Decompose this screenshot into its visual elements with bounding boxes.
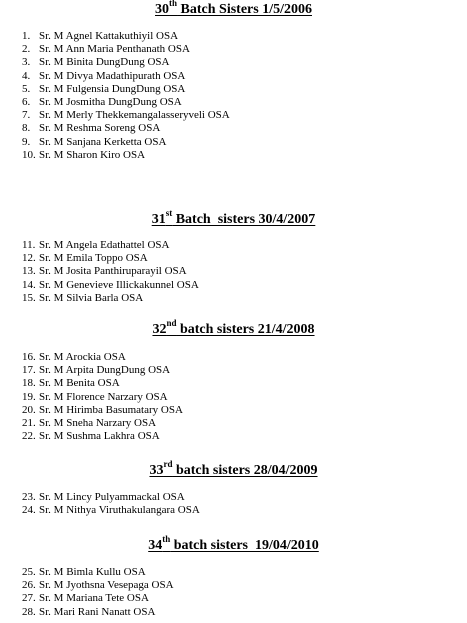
member-name: Sr. M Benita OSA [39, 377, 120, 390]
list-item [22, 292, 199, 305]
list-item [22, 30, 230, 43]
item-number: 20. [22, 403, 36, 416]
section-heading-text [151, 208, 316, 227]
list-item [22, 70, 230, 83]
list-item [22, 43, 230, 56]
item-number: 24. [22, 504, 36, 517]
section-heading-text [149, 459, 318, 478]
batch-ordinal: 34 [148, 538, 163, 553]
batch-title: Batch sisters 30/4/2007 [172, 212, 316, 227]
batch-title: batch sisters 19/04/2010 [170, 538, 319, 553]
batch-title: Batch Sisters 1/5/2006 [177, 2, 312, 17]
member-name: Sr. M Bimla Kullu OSA [39, 566, 146, 578]
section-heading [0, 208, 467, 228]
member-name: Sr. M Merly Thekkemangalasseryveli OSA [39, 109, 230, 122]
list-item [22, 149, 230, 162]
list-item [22, 56, 230, 69]
item-number: 13. [22, 265, 36, 278]
item-number: 14. [22, 278, 36, 291]
member-name: Sr. M Sanjana Kerketta OSA [39, 135, 167, 148]
member-name: Sr. M Josita Panthiruparayil OSA [39, 265, 187, 278]
section-heading-text [148, 534, 319, 553]
member-name: Sr. M Jyothsna Vesepaga OSA [39, 579, 174, 592]
list-item [22, 491, 200, 504]
list-item [22, 109, 230, 122]
section-heading [0, 2, 467, 18]
list-item [22, 122, 230, 135]
list-item [22, 96, 230, 109]
section-heading-text [155, 2, 312, 17]
list-item [22, 404, 183, 417]
member-name: Sr. M Arpita DungDung OSA [39, 364, 171, 377]
member-list [22, 239, 199, 305]
member-name: Sr. Mari Rani Nanatt OSA [39, 605, 156, 618]
ordinal-suffix: th [169, 0, 178, 9]
list-item [22, 417, 183, 430]
member-name: Sr. M Lincy Pulyammackal OSA [39, 491, 185, 503]
item-number: 17. [22, 364, 36, 377]
list-item [22, 391, 183, 404]
list-item [22, 136, 230, 149]
section-heading-text [152, 318, 315, 337]
ordinal-suffix: th [162, 534, 171, 545]
item-number: 15. [22, 291, 36, 304]
item-number: 4. [22, 69, 31, 82]
list-item [22, 592, 174, 605]
member-list [22, 566, 174, 619]
member-name: Sr. M Sneha Narzary OSA [39, 416, 157, 429]
section-heading [0, 459, 467, 479]
list-item [22, 504, 200, 517]
item-number: 26. [22, 579, 36, 592]
item-number: 7. [22, 109, 31, 122]
ordinal-suffix: st [165, 208, 173, 219]
member-list [22, 491, 200, 517]
list-item [22, 377, 183, 390]
batch-ordinal: 30 [155, 2, 170, 17]
section-heading [0, 318, 467, 338]
batch-ordinal: 32 [152, 322, 167, 337]
member-name: Sr. M Ann Maria Penthanath OSA [39, 43, 190, 56]
member-name: Sr. M Sharon Kiro OSA [39, 148, 146, 161]
section-heading [0, 534, 467, 554]
item-number: 12. [22, 252, 36, 265]
member-name: Sr. M Fulgensia DungDung OSA [39, 82, 186, 95]
item-number: 16. [22, 351, 36, 363]
item-number: 2. [22, 43, 31, 56]
item-number: 21. [22, 416, 36, 429]
item-number: 28. [22, 605, 36, 618]
ordinal-suffix: rd [163, 459, 173, 470]
member-name: Sr. M Sushma Lakhra OSA [39, 430, 160, 443]
member-name: Sr. M Angela Edathattel OSA [39, 239, 170, 251]
item-number: 1. [22, 30, 31, 42]
item-number: 22. [22, 430, 36, 443]
item-number: 25. [22, 566, 36, 578]
item-number: 5. [22, 82, 31, 95]
list-item [22, 579, 174, 592]
member-name: Sr. M Hirimba Basumatary OSA [39, 403, 183, 416]
ordinal-suffix: nd [166, 318, 177, 329]
member-name: Sr. M Silvia Barla OSA [39, 291, 144, 304]
member-name: Sr. M Josmitha DungDung OSA [39, 95, 182, 108]
list-item [22, 252, 199, 265]
member-name: Sr. M Reshma Soreng OSA [39, 122, 161, 135]
member-name: Sr. M Emila Toppo OSA [39, 252, 148, 265]
list-item [22, 265, 199, 278]
item-number: 9. [22, 135, 31, 148]
list-item [22, 364, 183, 377]
item-number: 23. [22, 491, 36, 503]
item-number: 8. [22, 122, 31, 135]
member-name: Sr. M Genevieve Illickakunnel OSA [39, 278, 199, 291]
list-item [22, 606, 174, 619]
member-name: Sr. M Arockia OSA [39, 351, 126, 363]
item-number: 18. [22, 377, 36, 390]
member-list [22, 351, 183, 443]
list-item [22, 430, 183, 443]
member-name: Sr. M Mariana Tete OSA [39, 592, 149, 605]
list-item [22, 279, 199, 292]
list-item [22, 351, 183, 364]
member-name: Sr. M Binita DungDung OSA [39, 56, 170, 69]
item-number: 10. [22, 148, 36, 161]
batch-ordinal: 31 [151, 212, 166, 227]
item-number: 6. [22, 95, 31, 108]
list-item [22, 566, 174, 579]
list-item [22, 239, 199, 252]
item-number: 11. [22, 239, 36, 251]
member-list [22, 30, 230, 162]
list-item [22, 83, 230, 96]
item-number: 3. [22, 56, 31, 69]
item-number: 19. [22, 390, 36, 403]
member-name: Sr. M Florence Narzary OSA [39, 390, 168, 403]
member-name: Sr. M Nithya Viruthakulangara OSA [39, 504, 200, 517]
item-number: 27. [22, 592, 36, 605]
batch-title: batch sisters 28/04/2009 [172, 463, 318, 478]
member-name: Sr. M Divya Madathipurath OSA [39, 69, 186, 82]
batch-title: batch sisters 21/4/2008 [176, 322, 315, 337]
member-name: Sr. M Agnel Kattakuthiyil OSA [39, 30, 179, 42]
batch-ordinal: 33 [149, 463, 164, 478]
